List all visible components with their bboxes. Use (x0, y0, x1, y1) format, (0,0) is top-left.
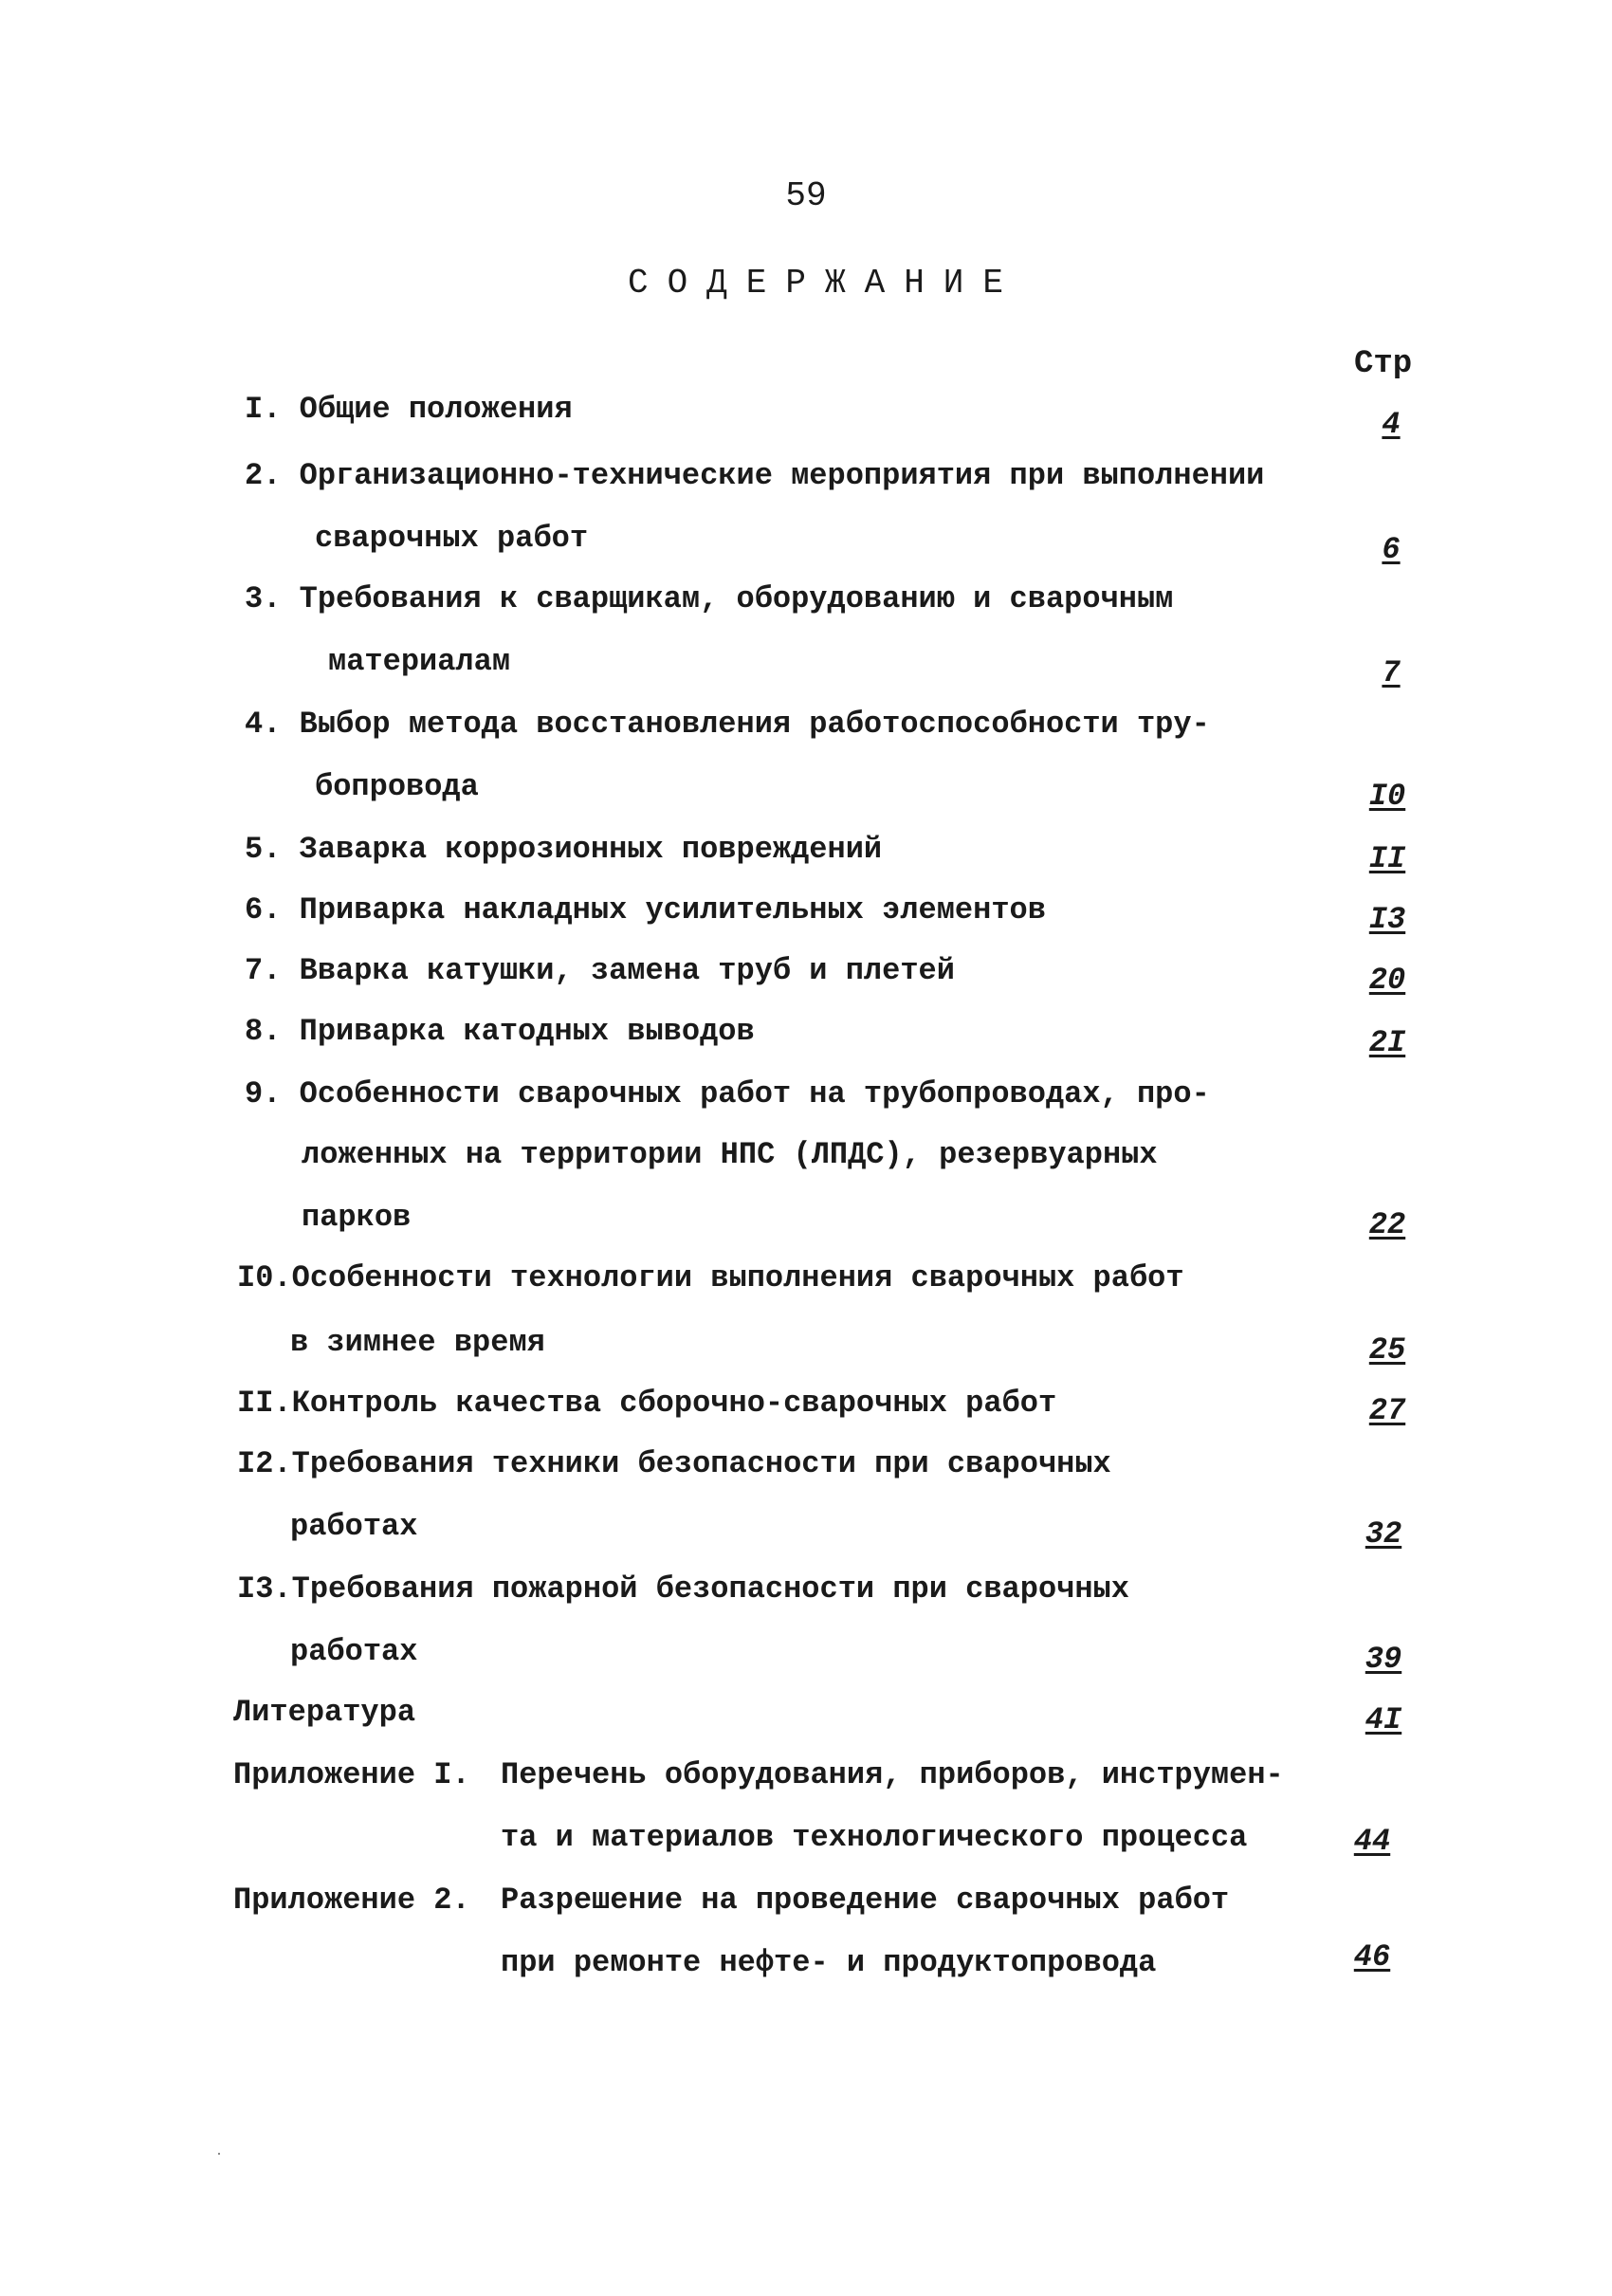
toc-item-page: 4 (1382, 407, 1401, 442)
toc-item-page: 44 (1353, 1824, 1391, 1859)
toc-item-text: при ремонте нефте- и продуктопровода (501, 1945, 1157, 1980)
toc-item-text: парков (302, 1200, 412, 1235)
toc-item-label: Приложение I. (233, 1757, 470, 1792)
toc-item-page: 20 (1368, 963, 1406, 998)
toc-item-page: 46 (1353, 1939, 1391, 1975)
toc-item-text: бопровода (315, 769, 479, 804)
toc-item-page: 22 (1368, 1207, 1406, 1242)
page-column-header: Стр (1354, 346, 1413, 382)
toc-item-page: II (1368, 841, 1406, 876)
toc-item-text: 4. Выбор метода восстановления работоспособности тру- (245, 707, 1210, 742)
scan-speck (218, 2153, 220, 2155)
toc-item-text: 3. Требования к сварщикам, оборудованию и сварочным (245, 581, 1174, 616)
toc-item-text: в зимнее время (290, 1325, 545, 1360)
toc-item-page: 7 (1382, 655, 1401, 690)
toc-item-label: Приложение 2. (233, 1883, 470, 1918)
toc-item-text: ложенных на территории НПС (ЛПДС), резервуарных (302, 1137, 1158, 1172)
toc-item-text: 7. Вварка катушки, замена труб и плетей (245, 953, 955, 988)
toc-item-page: I0 (1368, 779, 1406, 814)
toc-item-text: работах (290, 1634, 418, 1669)
toc-item-text: Литература (233, 1695, 416, 1730)
toc-item-page: 27 (1368, 1393, 1406, 1428)
toc-item-page: 6 (1382, 532, 1401, 567)
toc-item-text: 6. Приварка накладных усилительных элементов (245, 892, 1046, 928)
toc-item-text: 5. Заварка коррозионных повреждений (245, 832, 883, 867)
toc-item-text: 9. Особенности сварочных работ на трубопроводах, про- (245, 1076, 1210, 1111)
toc-item-text: сварочных работ (315, 521, 589, 556)
toc-item-text: I3.Требования пожарной безопасности при сварочных (237, 1571, 1129, 1607)
toc-item-page: 2I (1368, 1025, 1406, 1060)
toc-item-text: Перечень оборудования, приборов, инструмен- (501, 1757, 1284, 1792)
toc-item-text: 8. Приварка катодных выводов (245, 1014, 755, 1049)
toc-item-text: II.Контроль качества сборочно-сварочных работ (237, 1386, 1057, 1421)
toc-item-text: Разрешение на проведение сварочных работ (501, 1883, 1230, 1918)
toc-item-text: та и материалов технологического процесса (501, 1820, 1248, 1855)
page-title: СОДЕРЖАНИЕ (627, 264, 1023, 303)
page-number: 59 (785, 176, 827, 215)
toc-item-text: I0.Особенности технологии выполнения сварочных работ (237, 1260, 1184, 1295)
toc-item-page: 39 (1365, 1642, 1402, 1677)
toc-item-text: I. Общие положения (245, 392, 573, 427)
toc-item-page: 4I (1365, 1702, 1402, 1737)
toc-item-page: 25 (1368, 1332, 1406, 1368)
toc-item-text: работах (290, 1509, 418, 1544)
toc-item-page: 32 (1365, 1516, 1402, 1552)
toc-item-text: 2. Организационно-технические мероприятия при выполнении (245, 458, 1265, 493)
toc-item-page: I3 (1368, 902, 1406, 937)
toc-item-text: I2.Требования техники безопасности при сварочных (237, 1446, 1111, 1481)
toc-item-text: материалам (328, 644, 511, 679)
